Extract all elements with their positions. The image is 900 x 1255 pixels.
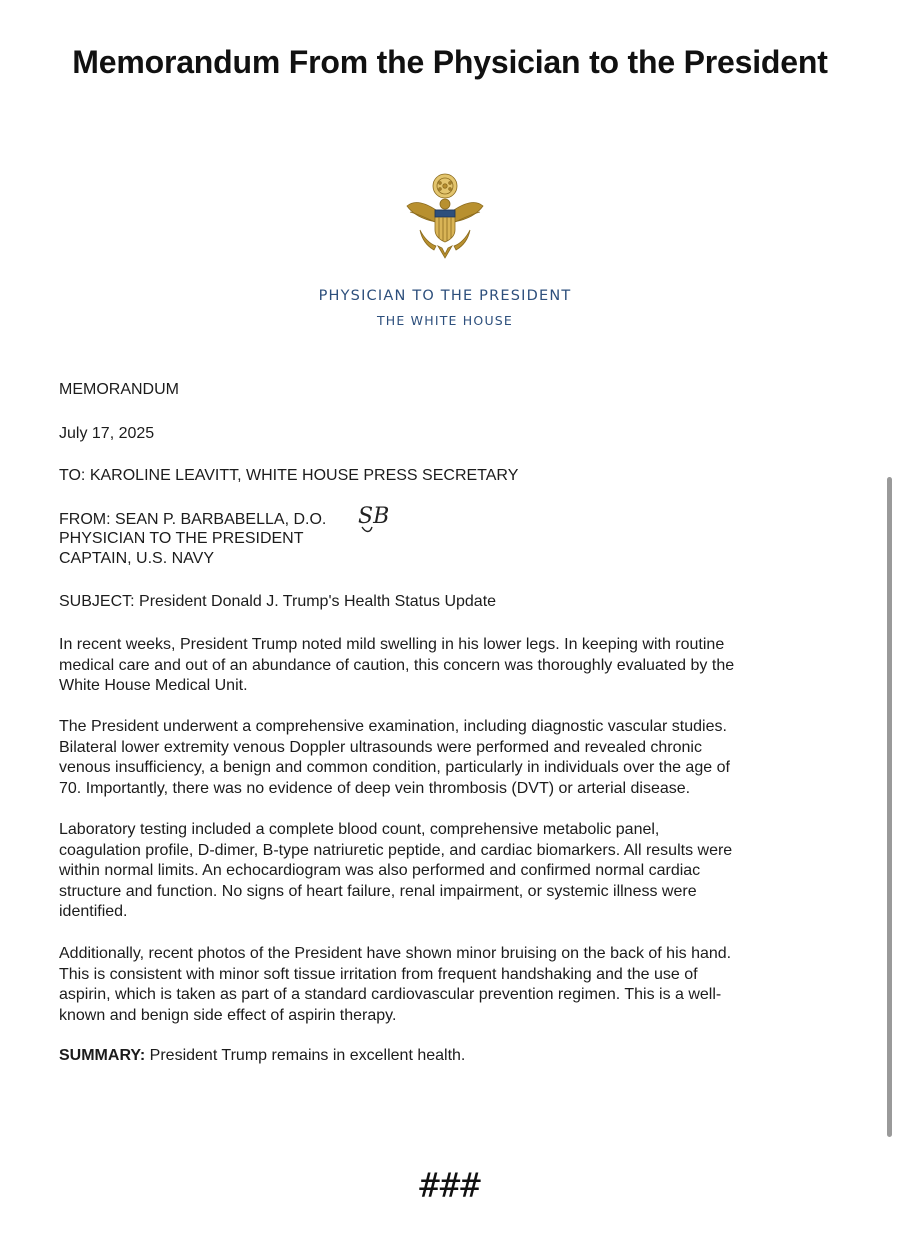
memo-from: FROM: SEAN P. BARBABELLA, D.O. (59, 511, 327, 528)
signature-initials (356, 497, 396, 537)
memo-from-title: PHYSICIAN TO THE PRESIDENT (59, 530, 304, 547)
letterhead-office: PHYSICIAN TO THE PRESIDENT (318, 288, 572, 304)
page-title: Memorandum From the Physician to the President (72, 44, 828, 80)
paragraph-line: 70. Importantly, there was no evidence of deep vein thrombosis (DVT) or arterial disease. (59, 779, 691, 797)
paragraph-line: Laboratory testing included a complete blood count, comprehensive metabolic panel, (59, 821, 660, 838)
paragraph-line: structure and function. No signs of heart failure, renal impairment, or systemic illness were (59, 882, 697, 900)
memo-date: July 17, 2025 (59, 425, 155, 442)
paragraph-line: aspirin, which is taken as part of a standard cardiovascular prevention regimen. This is a well- (59, 986, 722, 1003)
paragraph-3 (59, 820, 829, 923)
paragraph-line: within normal limits. An echocardiogram was also performed and confirmed normal cardiac (59, 862, 701, 879)
memo-heading: MEMORANDUM (59, 381, 179, 398)
paragraph-line: identified. (59, 903, 128, 920)
paragraph-2 (59, 717, 829, 799)
paragraph-line: Additionally, recent photos of the President have shown minor bruising on the back of his hand. (59, 945, 732, 962)
paragraph-line: The President underwent a comprehensive examination, including diagnostic vascular studies. (59, 718, 727, 735)
letterhead-location: THE WHITE HOUSE (376, 313, 514, 328)
memo-from-rank: CAPTAIN, U.S. NAVY (59, 550, 214, 567)
signature-text: SB (358, 504, 390, 529)
paragraph-line: Bilateral lower extremity venous Doppler ultrasounds were performed and revealed chronic (59, 738, 702, 756)
summary (59, 1046, 829, 1067)
paragraph-line: coagulation profile, D-dimer, B-type natriuretic peptide, and cardiac biomarkers. All results were (59, 841, 733, 859)
paragraph-line: In recent weeks, President Trump noted mild swelling in his lower legs. In keeping with routine (59, 636, 725, 653)
summary-text: President Trump remains in excellent health. (145, 1047, 466, 1064)
paragraph-1 (59, 635, 829, 697)
summary-label: SUMMARY: (59, 1047, 146, 1064)
paragraph-line: This is consistent with minor soft tissue irritation from frequent handshaking and the use of (59, 965, 698, 983)
paragraph-line: known and benign side effect of aspirin therapy. (59, 1006, 397, 1024)
end-mark: ### (419, 1166, 481, 1206)
vertical-scrollbar[interactable] (887, 477, 892, 1137)
presidential-seal-icon (402, 170, 488, 262)
paragraph-line: medical care and out of an abundance of caution, this concern was thoroughly evaluated by the (59, 656, 735, 674)
memo-subject: SUBJECT: President Donald J. Trump's Health Status Update (59, 593, 497, 610)
paragraph-line: White House Medical Unit. (59, 677, 248, 694)
paragraph-line: venous insufficiency, a benign and common condition, particularly in individuals over the age of (59, 759, 730, 776)
memo-to: TO: KAROLINE LEAVITT, WHITE HOUSE PRESS SECRETARY (59, 467, 519, 484)
paragraph-4 (59, 944, 829, 1026)
